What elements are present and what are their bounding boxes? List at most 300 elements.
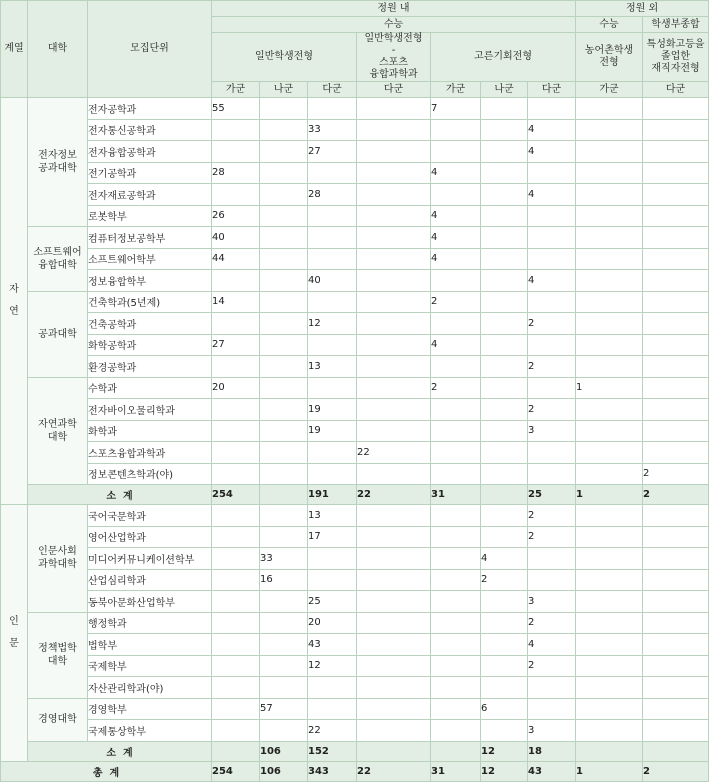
quota-cell <box>481 227 528 249</box>
quota-cell <box>357 205 431 227</box>
quota-cell <box>260 612 308 634</box>
quota-cell: 31 <box>431 761 481 781</box>
quota-cell <box>576 442 643 464</box>
quota-cell <box>431 548 481 570</box>
quota-cell <box>357 270 431 292</box>
quota-cell <box>431 741 481 761</box>
quota-cell: 43 <box>528 761 576 781</box>
quota-cell <box>212 270 260 292</box>
table-row <box>1 677 709 699</box>
table-row <box>1 655 709 677</box>
quota-cell: 2 <box>528 313 576 335</box>
quota-cell: 4 <box>528 141 576 163</box>
quota-cell: 12 <box>481 761 528 781</box>
unit-name: 전자재료공학과 <box>88 184 212 206</box>
quota-cell: 27 <box>308 141 357 163</box>
quota-cell <box>357 655 431 677</box>
table-row <box>1 356 709 378</box>
quota-cell <box>212 677 260 699</box>
quota-cell: 106 <box>260 741 308 761</box>
quota-cell <box>260 313 308 335</box>
unit-name: 전자공학과 <box>88 98 212 120</box>
quota-cell <box>308 698 357 720</box>
quota-cell <box>260 248 308 270</box>
quota-cell <box>643 698 709 720</box>
quota-cell <box>576 356 643 378</box>
quota-cell <box>481 399 528 421</box>
quota-cell <box>481 184 528 206</box>
table-row <box>1 184 709 206</box>
quota-cell <box>528 248 576 270</box>
quota-cell: 2 <box>528 655 576 677</box>
quota-cell <box>212 741 260 761</box>
quota-cell <box>260 463 308 485</box>
col-category-header: 계열 <box>1 1 28 98</box>
quota-cell: 55 <box>212 98 260 120</box>
table-row <box>1 698 709 720</box>
quota-cell <box>643 248 709 270</box>
quota-cell <box>308 569 357 591</box>
quota-cell <box>576 741 643 761</box>
quota-cell <box>528 677 576 699</box>
quota-cell <box>643 162 709 184</box>
table-row <box>1 377 709 399</box>
quota-cell <box>481 313 528 335</box>
quota-cell <box>481 720 528 742</box>
quota-cell: 4 <box>528 119 576 141</box>
unit-name: 법학부 <box>88 634 212 656</box>
unit-name: 수학과 <box>88 377 212 399</box>
college-cell: 자연과학 대학 <box>28 377 88 485</box>
quota-cell <box>357 591 431 613</box>
quota-cell: 254 <box>212 485 260 505</box>
quota-cell <box>481 270 528 292</box>
quota-cell <box>481 162 528 184</box>
quota-cell <box>308 377 357 399</box>
quota-cell <box>357 184 431 206</box>
table-row <box>1 291 709 313</box>
quota-cell <box>643 720 709 742</box>
category-cell: 인 문 <box>1 505 28 762</box>
quota-cell: 4 <box>528 184 576 206</box>
quota-cell: 25 <box>528 485 576 505</box>
quota-cell: 19 <box>308 420 357 442</box>
quota-cell <box>431 569 481 591</box>
quota-cell: 3 <box>528 420 576 442</box>
quota-cell <box>357 634 431 656</box>
quota-cell <box>481 634 528 656</box>
quota-cell: 4 <box>431 248 481 270</box>
table-row <box>1 505 709 527</box>
quota-cell <box>260 334 308 356</box>
subtotal-row <box>1 741 709 761</box>
table-row <box>1 162 709 184</box>
quota-cell: 2 <box>528 505 576 527</box>
quota-cell: 22 <box>357 761 431 781</box>
quota-cell <box>260 677 308 699</box>
quota-cell: 7 <box>431 98 481 120</box>
quota-cell <box>576 334 643 356</box>
quota-cell <box>212 119 260 141</box>
quota-cell: 13 <box>308 505 357 527</box>
quota-cell <box>528 291 576 313</box>
quota-cell <box>431 119 481 141</box>
quota-cell <box>576 399 643 421</box>
table-row <box>1 591 709 613</box>
quota-cell <box>576 612 643 634</box>
quota-cell: 2 <box>528 399 576 421</box>
group-header: 가군 <box>212 82 260 98</box>
quota-cell <box>481 119 528 141</box>
col-college-header: 대학 <box>28 1 88 98</box>
unit-name: 정보융합학부 <box>88 270 212 292</box>
quota-cell <box>212 698 260 720</box>
quota-cell <box>308 334 357 356</box>
quota-cell: 1 <box>576 485 643 505</box>
quota-cell <box>431 184 481 206</box>
quota-cell <box>528 334 576 356</box>
quota-cell <box>576 270 643 292</box>
quota-cell <box>576 655 643 677</box>
quota-cell <box>260 485 308 505</box>
unit-name: 경영학부 <box>88 698 212 720</box>
suneung-out-header: 수능 <box>576 17 643 33</box>
quota-cell <box>431 720 481 742</box>
quota-cell <box>481 591 528 613</box>
quota-cell <box>357 741 431 761</box>
quota-cell <box>212 634 260 656</box>
quota-cell <box>576 720 643 742</box>
quota-cell: 22 <box>357 485 431 505</box>
quota-cell <box>357 356 431 378</box>
quota-cell <box>528 442 576 464</box>
unit-name: 산업심리학과 <box>88 569 212 591</box>
quota-cell: 19 <box>308 399 357 421</box>
quota-cell <box>212 655 260 677</box>
quota-cell <box>260 205 308 227</box>
quota-cell <box>643 291 709 313</box>
quota-cell <box>212 569 260 591</box>
quota-cell <box>431 463 481 485</box>
quota-cell <box>528 227 576 249</box>
quota-cell: 254 <box>212 761 260 781</box>
quota-cell <box>481 442 528 464</box>
category-cell: 자 연 <box>1 98 28 505</box>
quota-cell <box>643 612 709 634</box>
quota-cell <box>260 505 308 527</box>
quota-cell <box>431 505 481 527</box>
quota-cell <box>308 227 357 249</box>
specialized-header: 특성화고등을 졸업한 재직자전형 <box>643 33 709 82</box>
quota-cell: 4 <box>528 634 576 656</box>
quota-cell: 12 <box>308 655 357 677</box>
table-row <box>1 612 709 634</box>
quota-cell <box>260 356 308 378</box>
quota-out-header: 정원 외 <box>576 1 709 17</box>
quota-cell <box>481 526 528 548</box>
table-row <box>1 526 709 548</box>
quota-cell: 1 <box>576 377 643 399</box>
unit-name: 화학공학과 <box>88 334 212 356</box>
unit-name: 컴퓨터정보공학부 <box>88 227 212 249</box>
total-row <box>1 761 709 781</box>
college-cell: 경영대학 <box>28 698 88 741</box>
quota-cell <box>481 485 528 505</box>
quota-cell <box>643 205 709 227</box>
quota-cell <box>431 677 481 699</box>
quota-cell <box>576 591 643 613</box>
quota-cell: 40 <box>308 270 357 292</box>
unit-name: 국제학부 <box>88 655 212 677</box>
total-label: 총 계 <box>1 761 212 781</box>
quota-cell: 33 <box>308 119 357 141</box>
quota-cell <box>212 442 260 464</box>
college-cell: 소프트웨어 융합대학 <box>28 227 88 292</box>
group-header: 다군 <box>357 82 431 98</box>
quota-cell: 13 <box>308 356 357 378</box>
subtotal-label: 소 계 <box>28 741 212 761</box>
quota-cell: 22 <box>357 442 431 464</box>
quota-cell <box>212 526 260 548</box>
unit-name: 국어국문학과 <box>88 505 212 527</box>
quota-cell <box>576 548 643 570</box>
subtotal-label: 소 계 <box>28 485 212 505</box>
quota-cell <box>308 205 357 227</box>
quota-cell <box>576 526 643 548</box>
quota-cell <box>260 184 308 206</box>
quota-cell <box>260 420 308 442</box>
table-row <box>1 141 709 163</box>
quota-cell <box>576 248 643 270</box>
quota-in-header: 정원 내 <box>212 1 576 17</box>
unit-name: 화학과 <box>88 420 212 442</box>
group-header: 나군 <box>481 82 528 98</box>
quota-cell <box>576 141 643 163</box>
quota-cell: 3 <box>528 591 576 613</box>
quota-cell: 2 <box>528 356 576 378</box>
quota-cell: 17 <box>308 526 357 548</box>
quota-cell <box>431 634 481 656</box>
unit-name: 건축공학과 <box>88 313 212 335</box>
quota-cell <box>576 698 643 720</box>
quota-cell <box>260 720 308 742</box>
quota-cell <box>643 356 709 378</box>
quota-cell <box>643 377 709 399</box>
unit-name: 정보콘텐츠학과(야) <box>88 463 212 485</box>
quota-cell <box>357 162 431 184</box>
unit-name: 동북아문화산업학부 <box>88 591 212 613</box>
quota-cell: 20 <box>212 377 260 399</box>
quota-cell <box>528 98 576 120</box>
quota-cell: 4 <box>528 270 576 292</box>
quota-cell: 25 <box>308 591 357 613</box>
quota-cell <box>481 98 528 120</box>
unit-name: 영어산업학과 <box>88 526 212 548</box>
quota-cell <box>431 420 481 442</box>
quota-cell <box>643 634 709 656</box>
unit-name: 미디어커뮤니케이션학부 <box>88 548 212 570</box>
quota-cell <box>481 291 528 313</box>
quota-cell <box>260 655 308 677</box>
quota-cell <box>528 548 576 570</box>
quota-cell <box>212 612 260 634</box>
quota-cell <box>576 227 643 249</box>
quota-cell <box>481 655 528 677</box>
quota-cell <box>431 591 481 613</box>
quota-cell <box>576 634 643 656</box>
quota-cell: 12 <box>481 741 528 761</box>
quota-cell <box>481 377 528 399</box>
quota-cell <box>357 720 431 742</box>
col-unit-header: 모집단위 <box>88 1 212 98</box>
quota-cell <box>357 548 431 570</box>
table-row <box>1 248 709 270</box>
quota-cell <box>576 505 643 527</box>
table-row <box>1 442 709 464</box>
quota-cell <box>481 248 528 270</box>
quota-cell <box>357 248 431 270</box>
suneung-header: 수능 <box>212 17 576 33</box>
group-header: 다군 <box>308 82 357 98</box>
table-row <box>1 334 709 356</box>
table-row <box>1 569 709 591</box>
quota-cell <box>528 569 576 591</box>
quota-cell <box>308 291 357 313</box>
college-cell: 전자정보 공과대학 <box>28 98 88 227</box>
quota-cell <box>357 399 431 421</box>
quota-cell <box>212 463 260 485</box>
quota-cell <box>431 270 481 292</box>
quota-cell <box>576 205 643 227</box>
table-row <box>1 720 709 742</box>
quota-cell <box>643 141 709 163</box>
table-row <box>1 463 709 485</box>
quota-cell <box>431 698 481 720</box>
table-row <box>1 98 709 120</box>
quota-cell <box>643 526 709 548</box>
quota-cell: 20 <box>308 612 357 634</box>
quota-cell: 2 <box>643 463 709 485</box>
college-cell: 공과대학 <box>28 291 88 377</box>
quota-cell <box>357 677 431 699</box>
unit-name: 전자바이오물리학과 <box>88 399 212 421</box>
table-row <box>1 634 709 656</box>
quota-cell <box>643 569 709 591</box>
quota-cell: 191 <box>308 485 357 505</box>
student-record-header: 학생부종합 <box>643 17 709 33</box>
rural-header: 농어촌학생 전형 <box>576 33 643 82</box>
quota-cell <box>528 377 576 399</box>
equal-opportunity-header: 고른기회전형 <box>431 33 576 82</box>
quota-cell <box>260 291 308 313</box>
quota-cell <box>260 399 308 421</box>
quota-cell: 2 <box>431 377 481 399</box>
quota-cell: 26 <box>212 205 260 227</box>
college-cell: 정책법학 대학 <box>28 612 88 698</box>
unit-name: 행정학과 <box>88 612 212 634</box>
quota-cell <box>576 420 643 442</box>
quota-cell <box>576 119 643 141</box>
quota-cell <box>576 184 643 206</box>
quota-cell <box>431 356 481 378</box>
quota-cell <box>260 270 308 292</box>
quota-cell <box>357 141 431 163</box>
quota-cell <box>260 162 308 184</box>
quota-cell: 4 <box>431 334 481 356</box>
quota-cell <box>576 677 643 699</box>
quota-cell <box>357 291 431 313</box>
quota-cell <box>528 463 576 485</box>
quota-cell <box>357 420 431 442</box>
quota-cell <box>357 698 431 720</box>
quota-cell <box>481 205 528 227</box>
quota-cell: 12 <box>308 313 357 335</box>
college-cell: 인문사회 과학대학 <box>28 505 88 613</box>
quota-cell <box>212 184 260 206</box>
quota-cell <box>481 505 528 527</box>
quota-cell: 2 <box>528 612 576 634</box>
quota-cell: 31 <box>431 485 481 505</box>
quota-cell <box>431 655 481 677</box>
quota-cell <box>260 634 308 656</box>
unit-name: 환경공학과 <box>88 356 212 378</box>
quota-cell <box>643 98 709 120</box>
quota-cell <box>357 119 431 141</box>
quota-cell <box>357 313 431 335</box>
quota-cell <box>212 548 260 570</box>
unit-name: 국제통상학부 <box>88 720 212 742</box>
quota-cell <box>643 420 709 442</box>
table-row <box>1 420 709 442</box>
quota-cell: 22 <box>308 720 357 742</box>
quota-cell <box>431 399 481 421</box>
unit-name: 로봇학부 <box>88 205 212 227</box>
quota-cell: 57 <box>260 698 308 720</box>
quota-cell: 40 <box>212 227 260 249</box>
quota-cell <box>481 420 528 442</box>
quota-cell <box>481 677 528 699</box>
quota-cell <box>576 569 643 591</box>
quota-cell: 2 <box>643 761 709 781</box>
quota-cell <box>576 162 643 184</box>
unit-name: 건축학과(5년제) <box>88 291 212 313</box>
quota-cell <box>357 463 431 485</box>
quota-cell <box>357 612 431 634</box>
quota-cell <box>212 356 260 378</box>
quota-cell: 4 <box>431 162 481 184</box>
table-body <box>1 98 709 782</box>
quota-cell: 106 <box>260 761 308 781</box>
quota-cell <box>260 442 308 464</box>
quota-cell <box>431 141 481 163</box>
general-header: 일반학생전형 <box>212 33 357 82</box>
quota-cell <box>357 526 431 548</box>
quota-cell <box>643 334 709 356</box>
quota-cell <box>643 442 709 464</box>
quota-cell <box>643 227 709 249</box>
quota-cell <box>643 505 709 527</box>
quota-cell <box>576 98 643 120</box>
quota-cell <box>643 677 709 699</box>
table-row <box>1 119 709 141</box>
quota-cell <box>431 442 481 464</box>
group-header: 가군 <box>576 82 643 98</box>
quota-cell <box>528 205 576 227</box>
quota-cell: 4 <box>481 548 528 570</box>
table-row <box>1 205 709 227</box>
quota-cell <box>260 141 308 163</box>
quota-cell: 43 <box>308 634 357 656</box>
